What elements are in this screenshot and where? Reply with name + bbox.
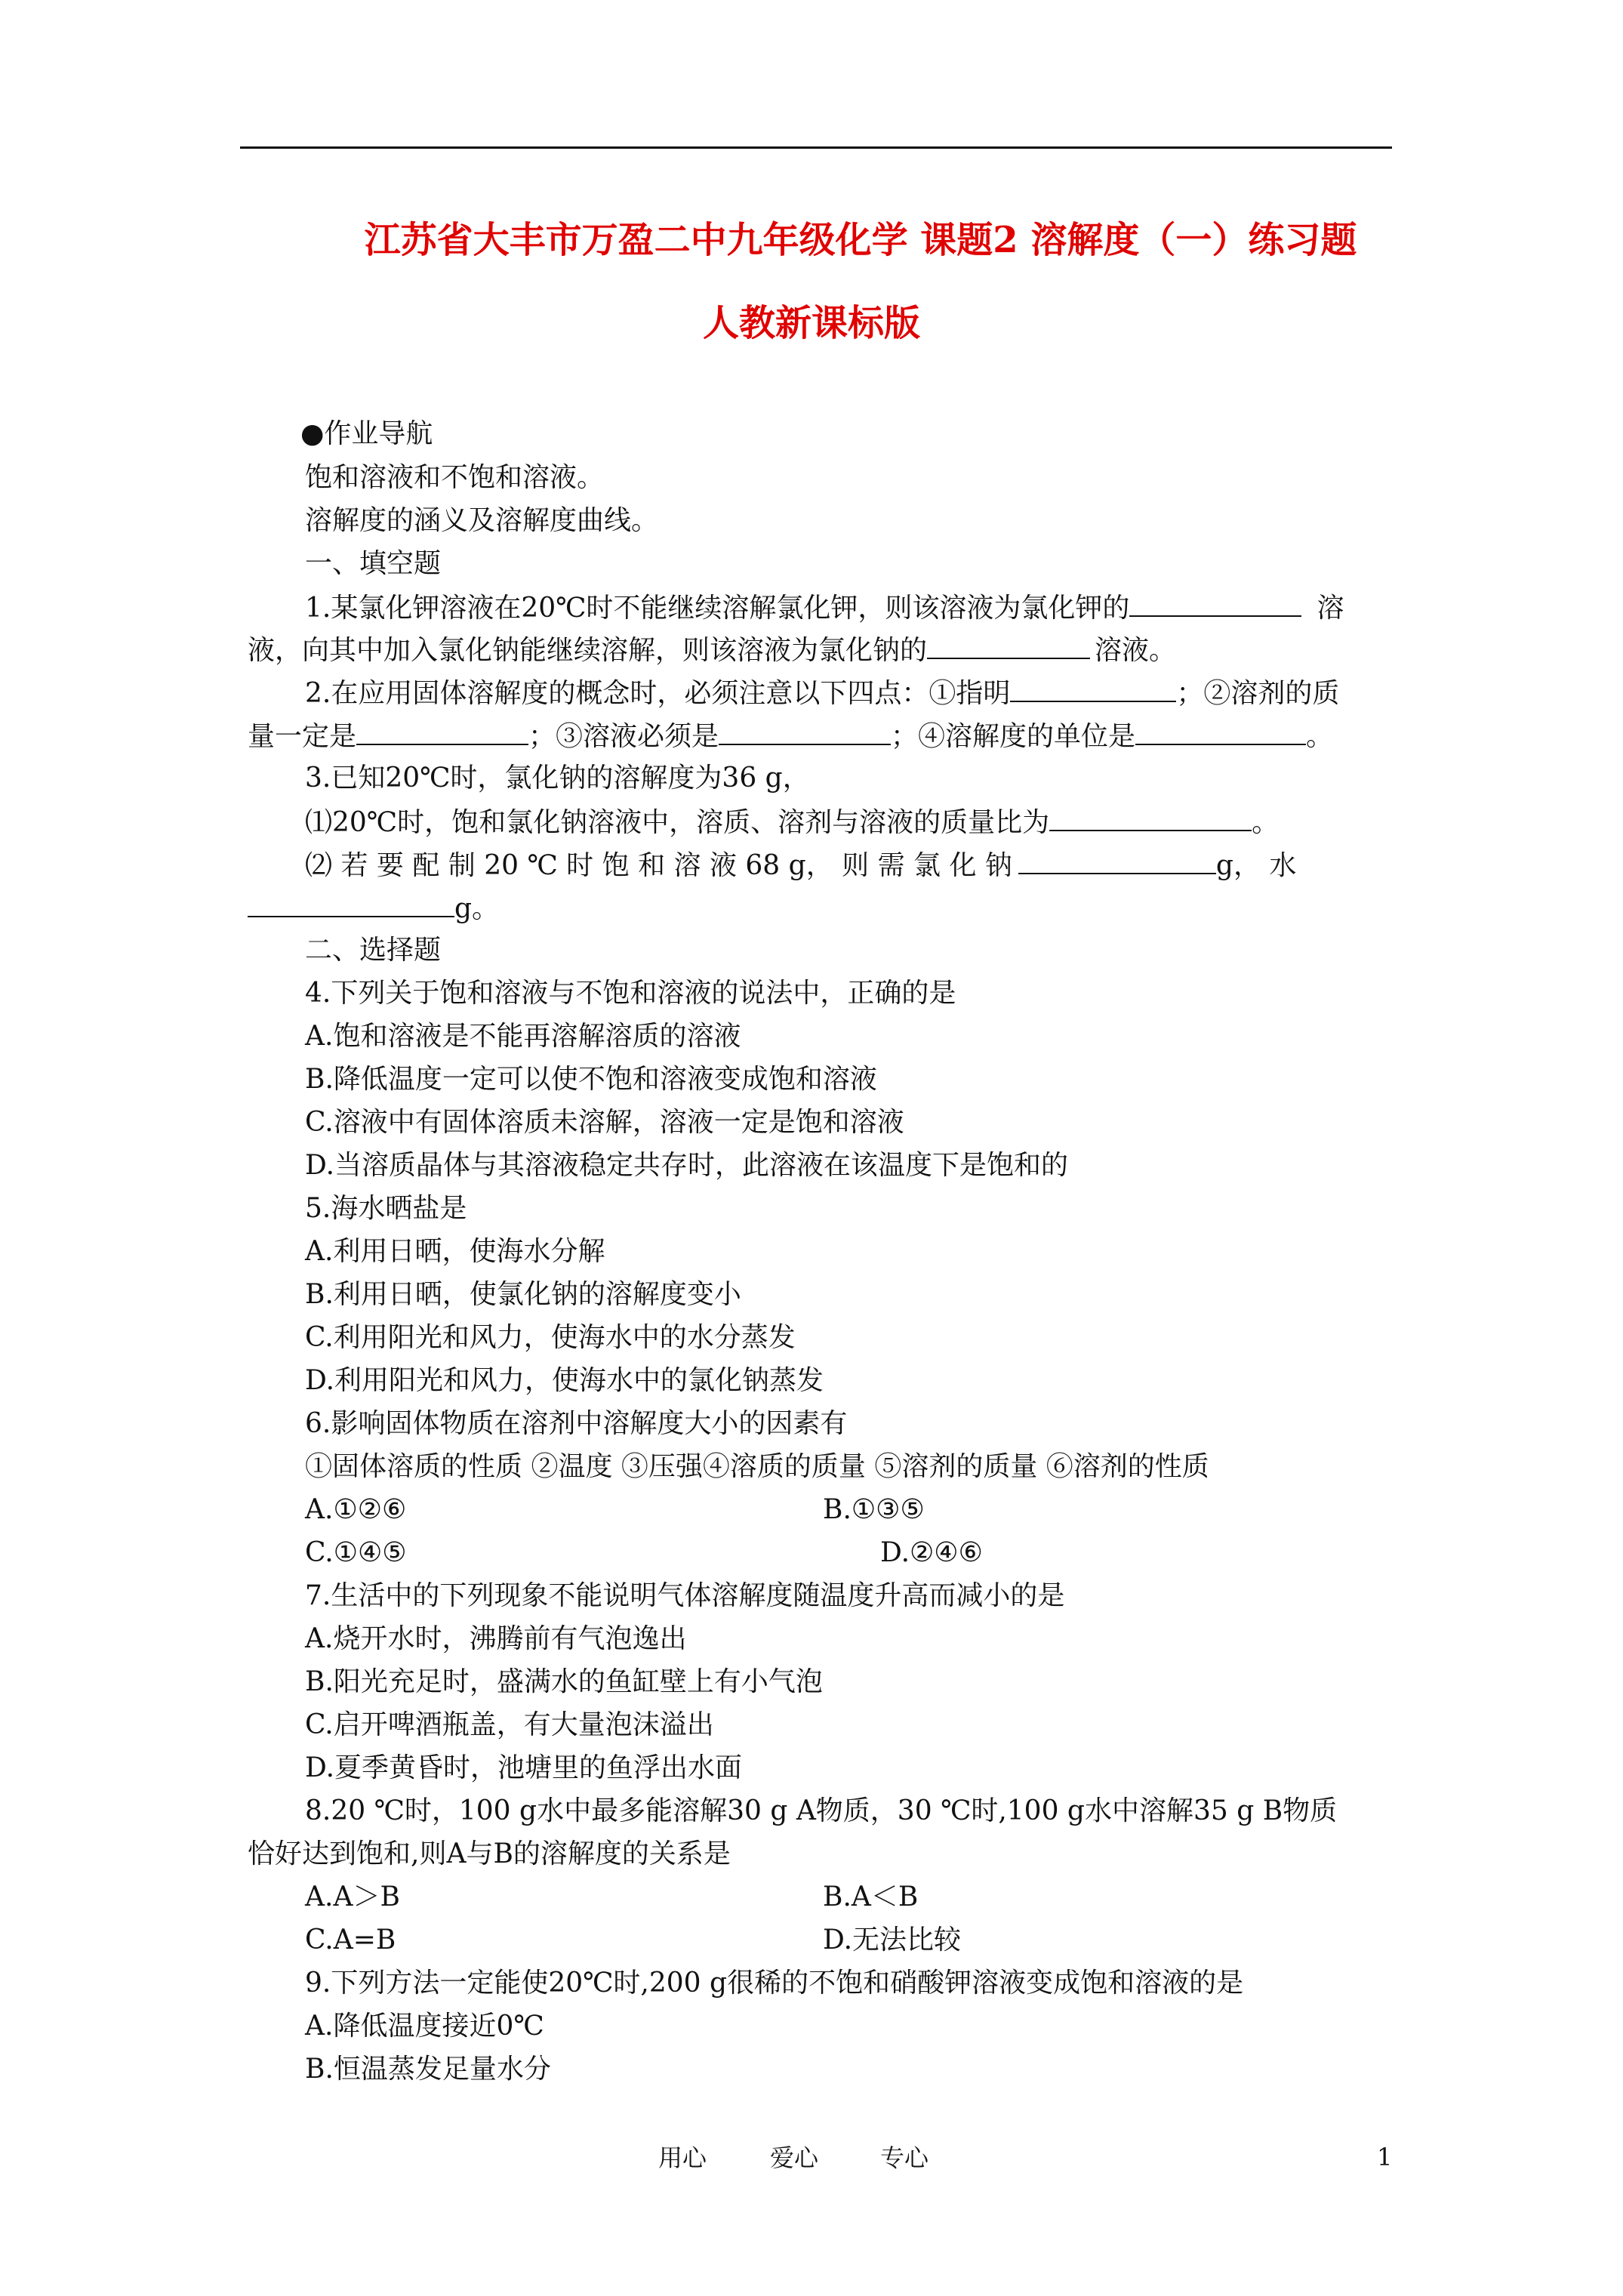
question-1-line-1	[305, 590, 1344, 626]
option: D.②④⑥	[880, 1537, 983, 1568]
option: D.当溶质晶体与其溶液稳定共存时，此溶液在该温度下是饱和的	[305, 1150, 1069, 1181]
option: C.①④⑤	[305, 1537, 407, 1568]
option: B.A＜B	[823, 1881, 919, 1912]
answer-blank	[1049, 804, 1252, 831]
footer-motto-right: 专心	[880, 2143, 929, 2172]
question-8-line-1: 8.20 ℃时，100 g水中最多能溶解30 g A物质，30 ℃时,100 g水中溶解35 g B物质	[305, 1795, 1338, 1826]
option: B.降低温度一定可以使不饱和溶液变成饱和溶液	[305, 1064, 877, 1095]
answer-blank	[356, 718, 528, 745]
q2-text: 2.在应用固体溶解度的概念时，必须注意以下四点：①指明	[305, 678, 1011, 709]
option: B.恒温蒸发足量水分	[305, 2054, 551, 2085]
option: A.饱和溶液是不能再溶解溶质的溶液	[305, 1021, 741, 1052]
answer-blank	[1129, 590, 1301, 617]
option: A.①②⑥	[305, 1494, 407, 1525]
q2-text: 。	[1306, 721, 1334, 752]
document-title-line-1: 江苏省大丰市万盈二中九年级化学 课题2 溶解度（一）练习题	[364, 219, 1357, 261]
q1-text: 溶	[1317, 593, 1344, 624]
q1-text: 溶液。	[1095, 635, 1177, 666]
section-fill-heading: 一、填空题	[305, 548, 442, 579]
question-5-stem: 5.海水晒盐是	[305, 1193, 467, 1224]
q2-text: ；②溶剂的质	[1176, 678, 1340, 709]
answer-blank	[927, 632, 1090, 659]
page-number: 1	[1377, 2143, 1393, 2171]
option: B.①③⑤	[823, 1494, 925, 1525]
guide-item: 饱和溶液和不饱和溶液。	[305, 462, 605, 493]
option: B.利用日晒，使氯化钠的溶解度变小	[305, 1279, 741, 1310]
option: C.溶液中有固体溶质未溶解，溶液一定是饱和溶液	[305, 1107, 904, 1138]
option: A.烧开水时，沸腾前有气泡逸出	[305, 1623, 687, 1654]
q2-text: 量一定是	[248, 721, 357, 752]
q3-text: 。	[1252, 807, 1280, 838]
answer-blank	[248, 890, 454, 917]
q3-text: g。	[454, 893, 500, 924]
option: C.A=B	[305, 1925, 396, 1955]
q3-text: g， 水	[1215, 850, 1297, 881]
question-9-stem: 9.下列方法一定能使20℃时,200 g很稀的不饱和硝酸钾溶液变成饱和溶液的是	[305, 1968, 1244, 1999]
guide-item: 溶解度的涵义及溶解度曲线。	[305, 505, 659, 536]
option: A.利用日晒，使海水分解	[305, 1236, 605, 1267]
question-8-line-2: 恰好达到饱和,则A与B的溶解度的关系是	[248, 1838, 731, 1869]
option: C.利用阳光和风力，使海水中的水分蒸发	[305, 1322, 796, 1353]
header-rule	[240, 146, 1392, 149]
question-3-sub-2-cont	[248, 890, 499, 926]
question-6-stem: 6.影响固体物质在溶剂中溶解度大小的因素有	[305, 1408, 848, 1439]
q2-text: ；④溶解度的单位是	[891, 721, 1136, 752]
question-6-factors: ①固体溶质的性质 ②温度 ③压强④溶质的质量 ⑤溶剂的质量 ⑥溶剂的性质	[305, 1451, 1209, 1482]
question-3-stem: 3.已知20℃时，氯化钠的溶解度为36 g，	[305, 763, 810, 794]
q2-text: ；③溶液必须是	[528, 721, 719, 752]
answer-blank	[1018, 847, 1216, 874]
question-1-line-2	[248, 632, 1176, 668]
section-choice-heading: 二、选择题	[305, 935, 442, 966]
option: A.A＞B	[305, 1881, 400, 1912]
answer-blank	[1135, 718, 1306, 745]
q3-text: ⑴20℃时，饱和氯化钠溶液中，溶质、溶剂与溶液的质量比为	[305, 807, 1050, 838]
q3-text: ⑵ 若 要 配 制 20 ℃ 时 饱 和 溶 液 68 g， 则 需 氯 化 钠	[305, 850, 1012, 881]
option: D.夏季黄昏时，池塘里的鱼浮出水面	[305, 1752, 743, 1783]
answer-blank	[1010, 675, 1176, 702]
document-title-line-2: 人教新课标版	[702, 302, 920, 344]
option: C.启开啤酒瓶盖，有大量泡沫溢出	[305, 1709, 714, 1740]
option: D.利用阳光和风力，使海水中的氯化钠蒸发	[305, 1365, 824, 1396]
guide-heading: ●作业导航	[300, 418, 433, 449]
question-4-stem: 4.下列关于饱和溶液与不饱和溶液的说法中，正确的是	[305, 978, 956, 1009]
option: B.阳光充足时，盛满水的鱼缸壁上有小气泡	[305, 1666, 823, 1697]
question-7-stem: 7.生活中的下列现象不能说明气体溶解度随温度升高而减小的是	[305, 1580, 1065, 1611]
option: D.无法比较	[823, 1925, 962, 1955]
footer-motto-middle: 爱心	[770, 2143, 819, 2172]
answer-blank	[719, 718, 891, 745]
question-2-line-1	[305, 675, 1339, 711]
footer-motto-left: 用心	[658, 2143, 707, 2172]
question-2-line-2	[248, 718, 1333, 754]
option: A.降低温度接近0℃	[305, 2011, 544, 2042]
q1-text: 液，向其中加入氯化钠能继续溶解，则该溶液为氯化钠的	[248, 635, 928, 666]
question-3-sub-2	[305, 847, 1296, 883]
question-3-sub-1	[305, 804, 1279, 840]
q1-text: 1.某氯化钾溶液在20℃时不能继续溶解氯化钾，则该溶液为氯化钾的	[305, 593, 1130, 624]
